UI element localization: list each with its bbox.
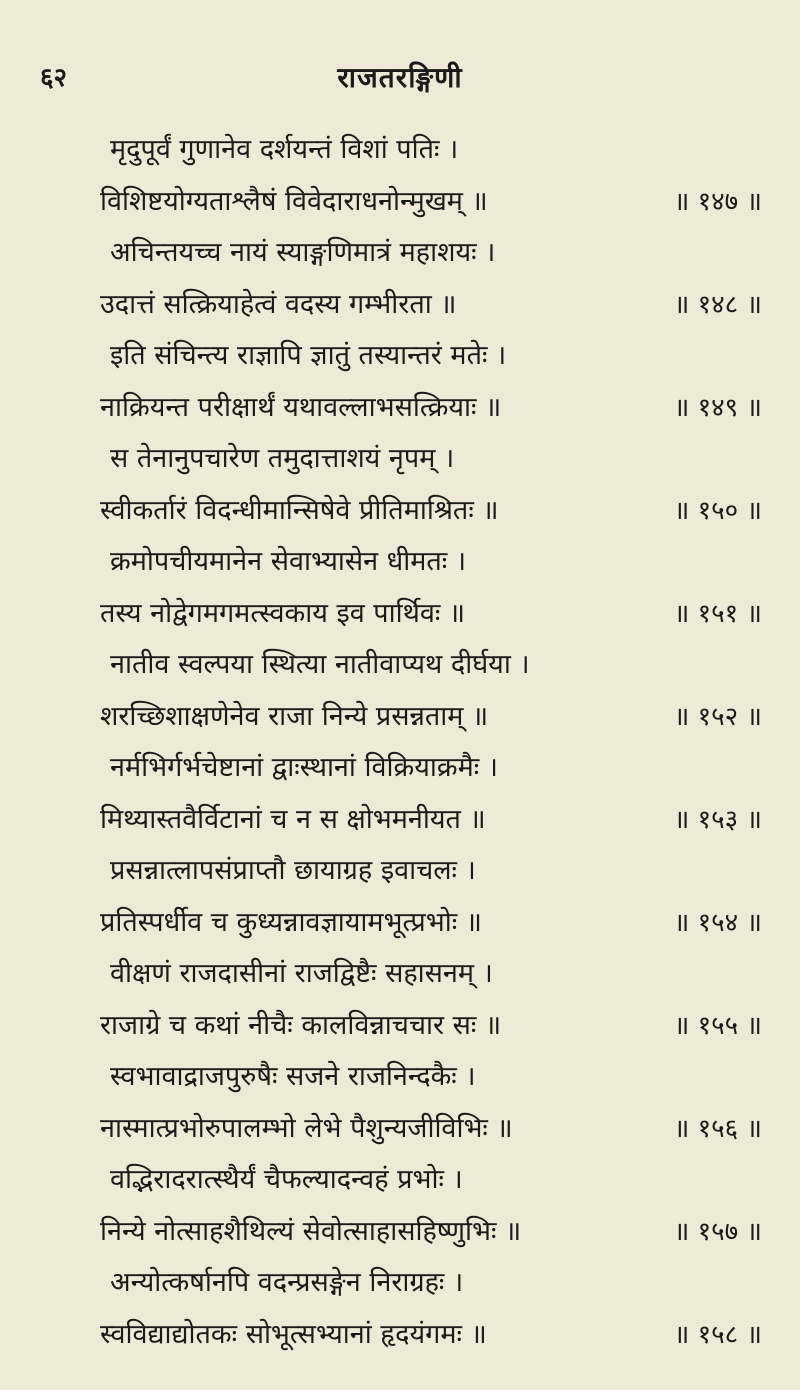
verse-text: स्वीकर्तारं विदन्धीमान्सिषेवे प्रीतिमाश्रितः ॥ bbox=[100, 494, 499, 526]
verse-text: नातीव स्वल्पया स्थित्या नातीवाप्यथ दीर्घया । bbox=[110, 649, 530, 680]
verse-text: शरच्छिशाक्षणेनेव राजा निन्ये प्रसन्नताम् ॥ bbox=[100, 700, 489, 732]
verse-text: मिथ्यास्तवैर्विटानां च न स क्षोभमनीयत ॥ bbox=[100, 803, 486, 835]
verse-number: ॥ १५१ ॥ bbox=[673, 598, 762, 629]
verse-text: प्रसन्नात्लापसंप्राप्तौ छायाग्रह इवाचलः । bbox=[110, 855, 476, 886]
verse-line bbox=[0, 439, 800, 491]
verse-text: वीक्षणं राजदासीनां राजद्विष्टैः सहासनम् । bbox=[110, 958, 493, 989]
running-title: राजतरङ्गिणी bbox=[337, 61, 463, 94]
verse-line bbox=[0, 130, 800, 182]
verse-line bbox=[0, 491, 800, 543]
verse-number: ॥ १५५ ॥ bbox=[673, 1010, 762, 1041]
page-header bbox=[0, 58, 800, 98]
verse-text: क्रमोपचीयमानेन सेवाभ्यासेन धीमतः । bbox=[110, 546, 467, 577]
verse-line bbox=[0, 1315, 800, 1367]
verse-line bbox=[0, 182, 800, 234]
verse-number: ॥ १४९ ॥ bbox=[673, 392, 762, 423]
verse-text: निन्ये नोत्साहशैथिल्यं सेवोत्साहासहिष्णुभिः ॥ bbox=[100, 1215, 522, 1247]
verse-number: ॥ १५२ ॥ bbox=[673, 701, 762, 732]
verse-number: ॥ १५४ ॥ bbox=[673, 907, 762, 938]
verse-line bbox=[0, 285, 800, 337]
verse-text: वद्भिरादरात्स्थैर्यं चैफल्यादन्वहं प्रभोः । bbox=[110, 1164, 463, 1195]
verse-text: उदात्तं सत्क्रियाहेत्वं वदस्य गम्भीरता ॥ bbox=[100, 288, 457, 320]
verse-number: ॥ १५८ ॥ bbox=[673, 1319, 762, 1350]
verse-text: स्वभावाद्राजपुरुषैः सजने राजनिन्दकैः । bbox=[110, 1061, 476, 1092]
verse-line bbox=[0, 1263, 800, 1315]
verse-line bbox=[0, 233, 800, 285]
verse-line bbox=[0, 1160, 800, 1212]
verse-text: विशिष्टयोग्यताश्लैषं विवेदाराधनोन्मुखम् ॥ bbox=[100, 185, 488, 217]
verse-line bbox=[0, 800, 800, 852]
page-number: ६२ bbox=[40, 63, 68, 93]
verse-line bbox=[0, 336, 800, 388]
verse-text: नास्मात्प्रभोरुपालम्भो लेभे पैशुन्यजीविभिः ॥ bbox=[100, 1112, 513, 1144]
verse-text: अचिन्तयच्च नायं स्याङ्गणिमात्रं महाशयः । bbox=[110, 237, 496, 268]
verse-text: प्रतिस्पर्धीव च कुध्यन्नावज्ञायामभूत्प्रभोः ॥ bbox=[100, 906, 482, 938]
verse-line bbox=[0, 1057, 800, 1109]
verse-line bbox=[0, 851, 800, 903]
verse-list bbox=[0, 130, 800, 1366]
verse-line bbox=[0, 697, 800, 749]
verse-line bbox=[0, 542, 800, 594]
verse-number: ॥ १४७ ॥ bbox=[673, 186, 762, 217]
verse-line bbox=[0, 1006, 800, 1058]
verse-text: तस्य नोद्वेगमगमत्स्वकाय इव पार्थिवः ॥ bbox=[100, 597, 466, 629]
verse-line bbox=[0, 1212, 800, 1264]
verse-number: ॥ १४८ ॥ bbox=[673, 289, 762, 320]
verse-number: ॥ १५० ॥ bbox=[673, 495, 762, 526]
verse-text: नर्मभिर्गर्भचेष्टानां द्वाःस्थानां विक्रियाक्रमैः । bbox=[110, 752, 499, 783]
verse-number: ॥ १५७ ॥ bbox=[673, 1216, 762, 1247]
verse-number: ॥ १५६ ॥ bbox=[673, 1113, 762, 1144]
verse-text: अन्योत्कर्षानपि वदन्प्रसङ्गेन निराग्रहः । bbox=[110, 1267, 464, 1298]
verse-line bbox=[0, 903, 800, 955]
verse-line bbox=[0, 594, 800, 646]
verse-line bbox=[0, 954, 800, 1006]
verse-line bbox=[0, 388, 800, 440]
verse-text: स्वविद्याद्योतकः सोभूत्सभ्यानां हृदयंगमः ॥ bbox=[100, 1318, 487, 1350]
verse-text: नाक्रियन्त परीक्षार्थं यथावल्लाभसत्क्रियाः ॥ bbox=[100, 391, 502, 423]
verse-line bbox=[0, 748, 800, 800]
verse-number: ॥ १५३ ॥ bbox=[673, 804, 762, 835]
verse-text: स तेनानुपचारेण तमुदात्ताशयं नृपम् । bbox=[110, 443, 455, 474]
verse-text: इति संचिन्त्य राज्ञापि ज्ञातुं तस्यान्तरं मतेः । bbox=[110, 340, 507, 371]
verse-line bbox=[0, 645, 800, 697]
verse-text: मृदुपूर्वं गुणानेव दर्शयन्तं विशां पतिः । bbox=[110, 134, 459, 165]
verse-line bbox=[0, 1109, 800, 1161]
verse-text: राजाग्रे च कथां नीचैः कालविन्नाचचार सः ॥ bbox=[100, 1009, 502, 1041]
